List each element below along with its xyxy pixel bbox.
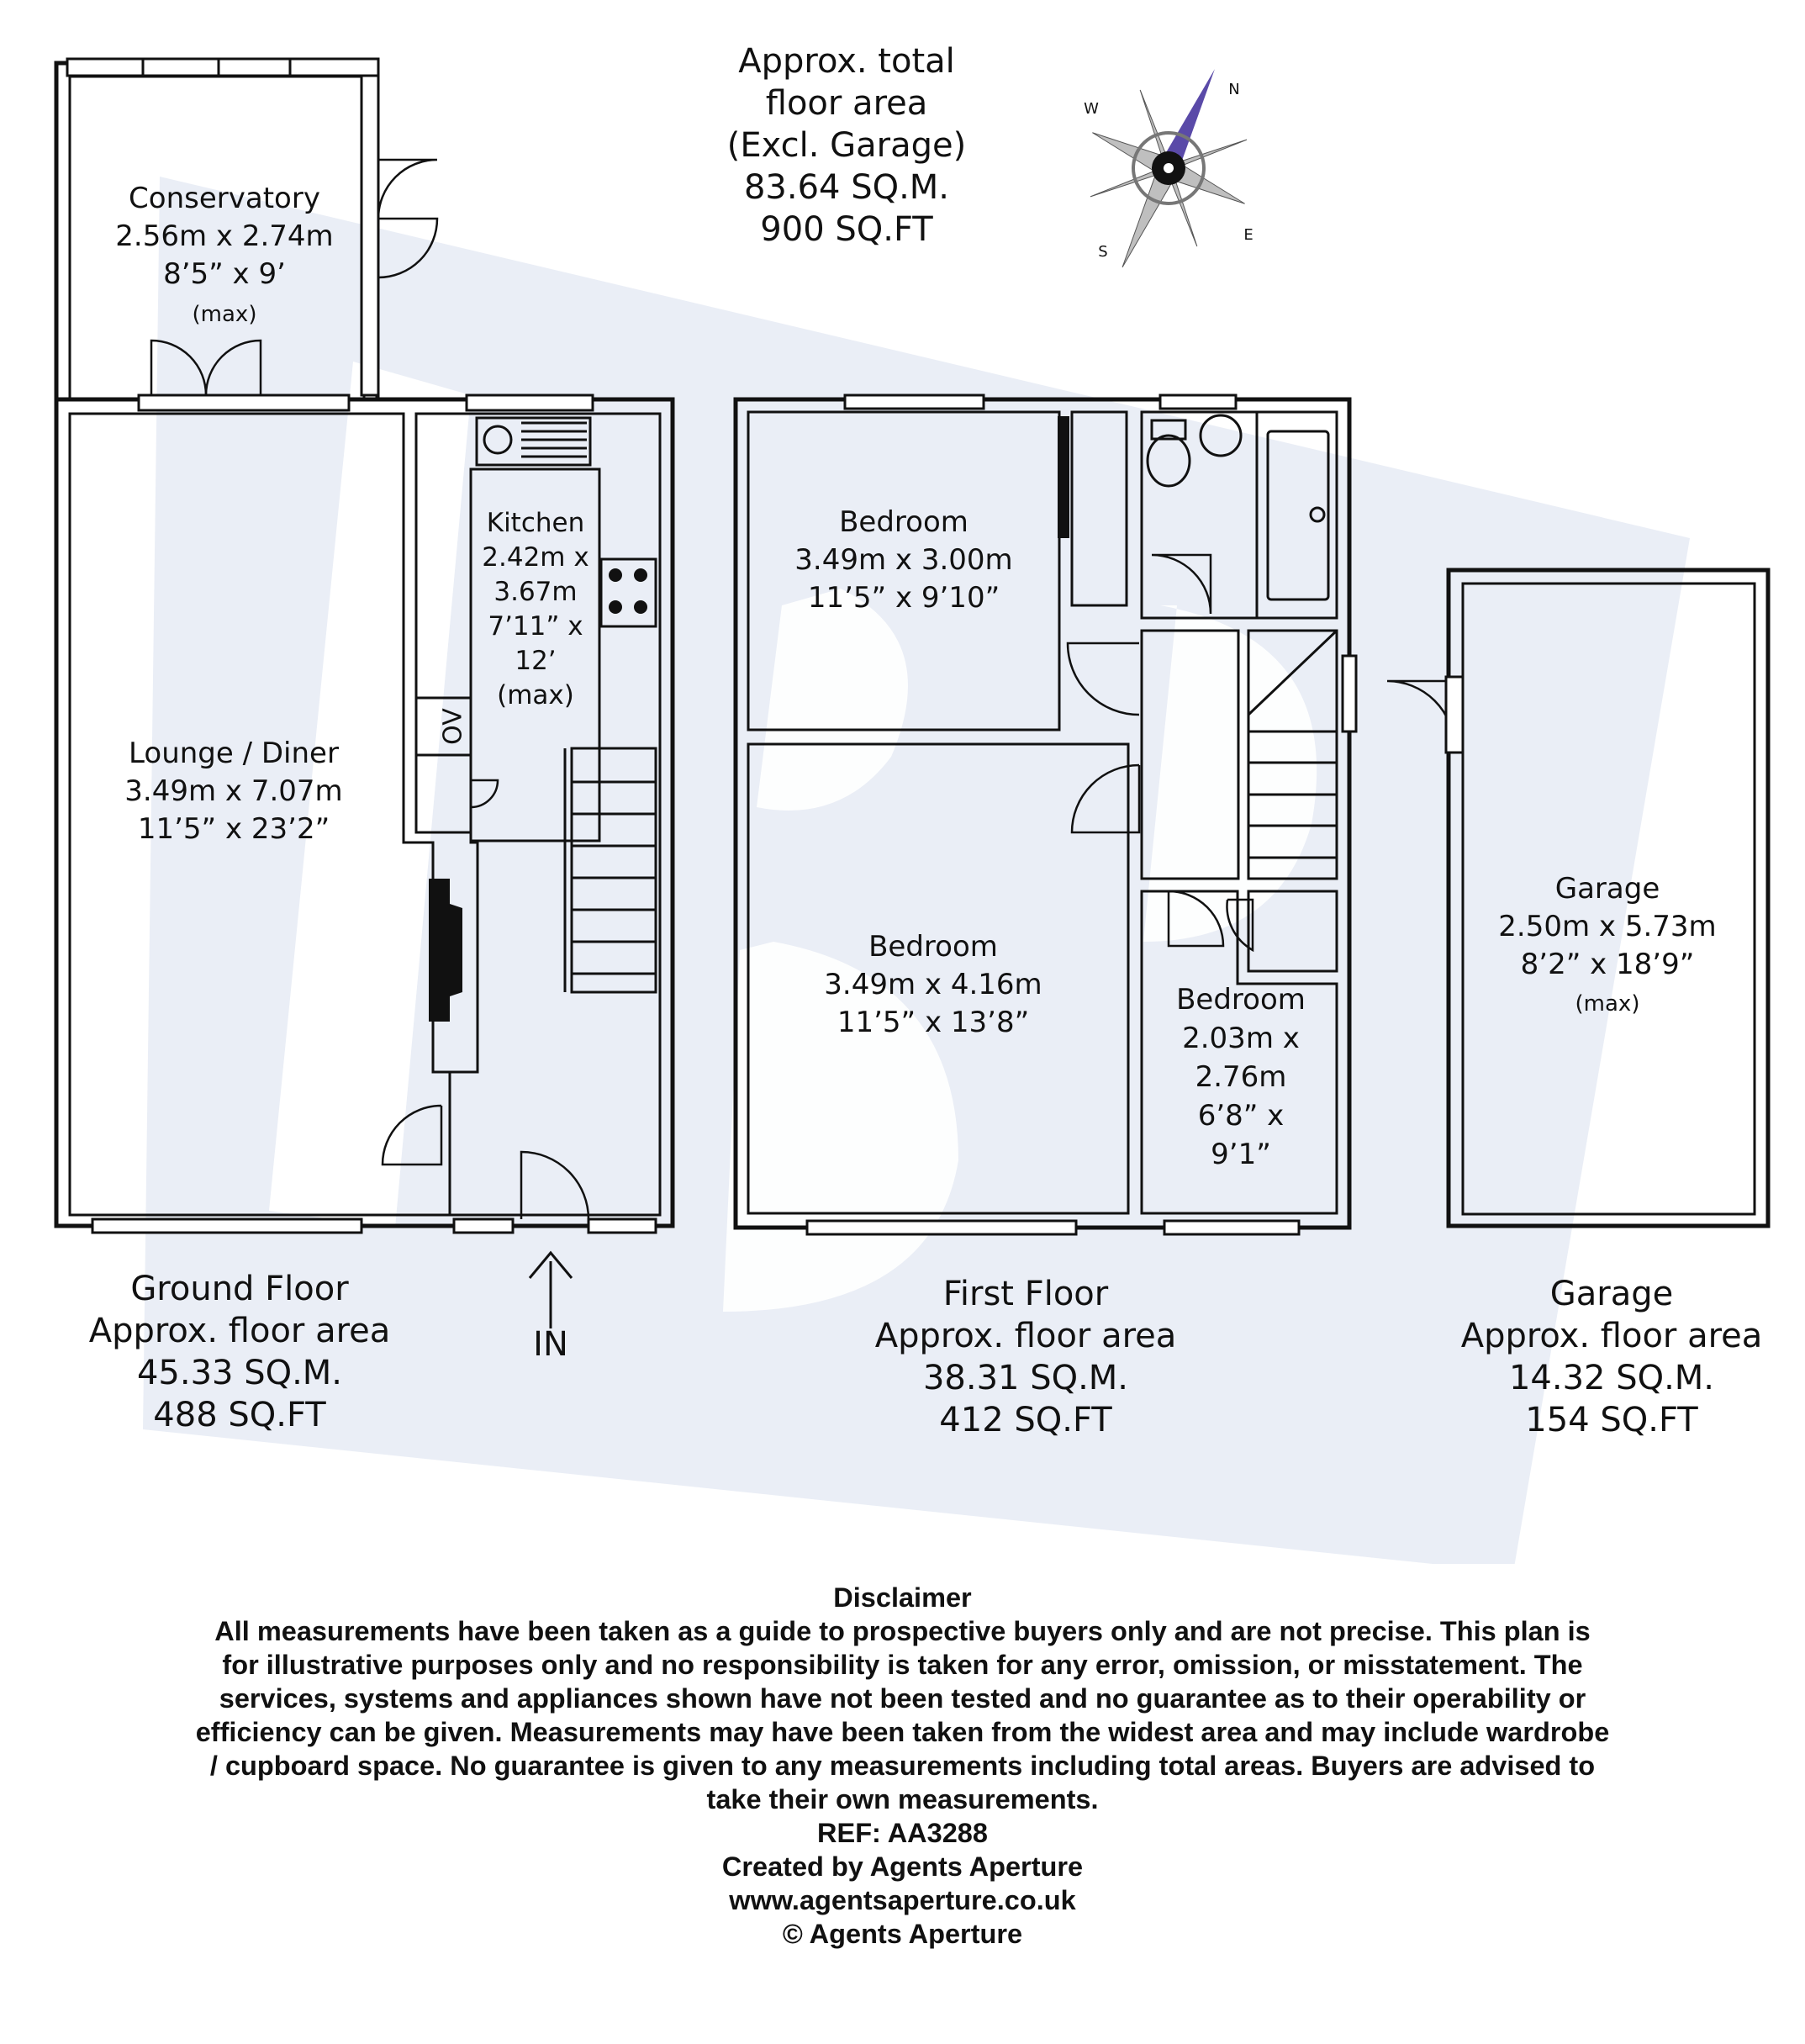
compass-e: E: [1243, 226, 1253, 244]
garage-name: Garage: [1554, 872, 1660, 906]
entrance-label: IN: [533, 1325, 568, 1364]
total-area-line3: (Excl. Garage): [726, 126, 967, 165]
disclaimer-line: for illustrative purposes only and no responsibility is taken for any error, omission, or misstatement. The: [222, 1650, 1583, 1680]
total-area-sqft: 900 SQ.FT: [760, 210, 933, 249]
disclaimer-title: Disclaimer: [833, 1582, 972, 1613]
garage-area-label: Approx. floor area: [1460, 1317, 1763, 1355]
first-floor-sqft: 412 SQ.FT: [939, 1401, 1112, 1439]
conservatory-imperial: 8’5” x 9’: [163, 257, 286, 291]
kitchen-name: Kitchen: [486, 508, 585, 538]
garage-sqft: 154 SQ.FT: [1525, 1401, 1698, 1439]
first-floor-title: First Floor: [942, 1275, 1109, 1313]
ground-floor-area-label: Approx. floor area: [88, 1312, 391, 1350]
garage-metric: 2.50m x 5.73m: [1498, 910, 1717, 943]
total-area-line2: floor area: [765, 84, 928, 123]
ground-floor-title: Ground Floor: [130, 1270, 349, 1308]
bedroom3-line3: 6’8” x: [1197, 1099, 1285, 1133]
total-area-line1: Approx. total: [738, 42, 955, 81]
conservatory-metric: 2.56m x 2.74m: [115, 219, 334, 253]
kitchen-line2: 3.67m: [493, 577, 578, 607]
disclaimer-line: All measurements have been taken as a guide to prospective buyers only and are not precise. This plan is: [214, 1616, 1591, 1646]
conservatory-note: (max): [192, 302, 257, 327]
garage-imperial: 8’2” x 18’9”: [1520, 948, 1695, 981]
compass-w: W: [1084, 100, 1099, 118]
bedroom1-name: Bedroom: [839, 505, 968, 539]
bedroom1-metric: 3.49m x 3.00m: [794, 543, 1013, 577]
total-area-label: [727, 42, 966, 249]
bedroom2-name: Bedroom: [868, 930, 998, 964]
compass-rose-icon: [1046, 34, 1290, 303]
lounge-name: Lounge / Diner: [129, 737, 339, 770]
ground-floor-sqm: 45.33 SQ.M.: [136, 1354, 343, 1392]
copyright-notice: © Agents Aperture: [782, 1919, 1023, 1949]
oven-label: OV: [438, 708, 468, 745]
lounge-label: [124, 737, 342, 846]
disclaimer-line: services, systems and appliances shown have not been tested and no guarantee as to their operability or: [219, 1683, 1586, 1714]
bedroom2-metric: 3.49m x 4.16m: [824, 968, 1042, 1001]
reference-number: REF: AA3288: [817, 1818, 988, 1848]
creator-credit: Created by Agents Aperture: [721, 1851, 1084, 1882]
first-floor-area-label: Approx. floor area: [874, 1317, 1177, 1355]
bedroom3-line2: 2.76m: [1195, 1060, 1287, 1094]
garage-title: Garage: [1549, 1275, 1674, 1313]
kitchen-line4: 12’: [515, 646, 557, 676]
disclaimer-block: [50, 1581, 1755, 1951]
disclaimer-line: efficiency can be given. Measurements may have been taken from the widest area and may include wardrobe: [195, 1717, 1610, 1747]
bedroom2-imperial: 11’5” x 13’8”: [837, 1006, 1030, 1039]
lounge-metric: 3.49m x 7.07m: [124, 774, 343, 808]
disclaimer-line: take their own measurements.: [706, 1784, 1099, 1814]
disclaimer-line: / cupboard space. No guarantee is given to any measurements including total areas. Buyers are advised to: [209, 1751, 1596, 1781]
bedroom3-line1: 2.03m x: [1182, 1022, 1300, 1055]
total-area-sqm: 83.64 SQ.M.: [743, 168, 950, 207]
kitchen-line3: 7’11” x: [488, 611, 583, 642]
kitchen-line1: 2.42m x: [482, 542, 589, 573]
first-floor-sqm: 38.31 SQ.M.: [922, 1359, 1129, 1397]
bedroom3-name: Bedroom: [1176, 983, 1306, 1017]
garage-sqm: 14.32 SQ.M.: [1508, 1359, 1715, 1397]
compass-s: S: [1098, 243, 1108, 261]
lounge-imperial: 11’5” x 23’2”: [137, 812, 330, 846]
kitchen-note: (max): [497, 680, 574, 710]
bedroom1-imperial: 11’5” x 9’10”: [807, 581, 1000, 615]
website-link[interactable]: www.agentsaperture.co.uk: [729, 1885, 1076, 1915]
compass-n: N: [1228, 81, 1240, 98]
conservatory-name: Conservatory: [129, 182, 320, 215]
garage-note: (max): [1575, 991, 1640, 1017]
ground-floor-sqft: 488 SQ.FT: [153, 1396, 326, 1434]
bedroom3-line4: 9’1”: [1211, 1138, 1271, 1171]
